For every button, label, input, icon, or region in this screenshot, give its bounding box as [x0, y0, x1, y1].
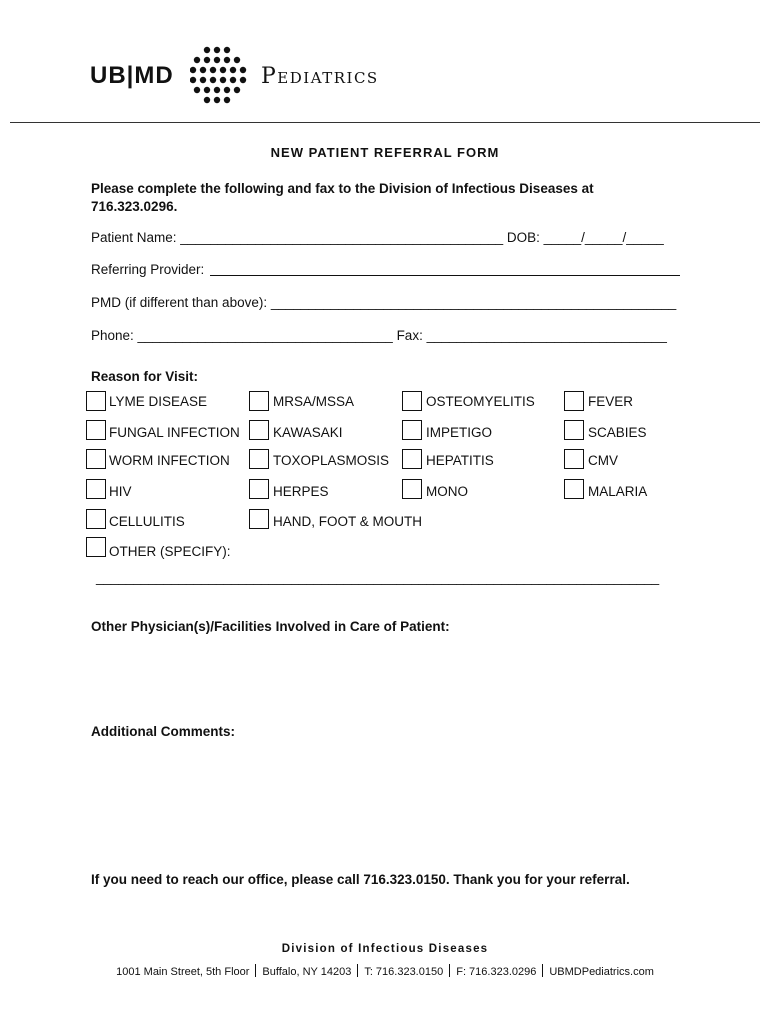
form-instructions: Please complete the following and fax to the Division of Infectious Diseases at 716.323.0296.: [91, 181, 594, 214]
logo-ubmd-text: UB|MD: [90, 62, 174, 89]
footer-separator: [542, 964, 543, 977]
footer-address: 1001 Main Street, 5th Floor: [116, 966, 250, 978]
label-hepatitis: HEPATITIS: [426, 453, 494, 468]
label-malaria: MALARIA: [588, 484, 648, 499]
pmd-field[interactable]: PMD (if different than above): ______________________________________________________: [91, 295, 677, 310]
label-fever: FEVER: [588, 394, 634, 409]
footer-separator: [357, 964, 358, 977]
additional-comments-area[interactable]: [91, 745, 681, 855]
footer-website[interactable]: UBMDPediatrics.com: [549, 966, 654, 978]
checkbox-kawasaki[interactable]: [249, 420, 269, 440]
referring-provider-label: Referring Provider:: [91, 262, 205, 277]
footer-separator: [449, 964, 450, 977]
reason-for-visit-heading: Reason for Visit:: [91, 369, 199, 384]
other-specify-field[interactable]: ___________________________________________________________________________: [96, 570, 660, 585]
label-lyme-disease: LYME DISEASE: [109, 394, 208, 409]
referring-provider-underline: [210, 263, 680, 276]
checkbox-cellulitis[interactable]: [86, 509, 106, 529]
contact-note: If you need to reach our office, please call 716.323.0150. Thank you for your referral.: [91, 872, 630, 887]
checkbox-hiv[interactable]: [86, 479, 106, 499]
label-toxoplasmosis: TOXOPLASMOSIS: [273, 453, 390, 468]
footer-separator: [255, 964, 256, 977]
other-physicians-area[interactable]: [91, 640, 681, 710]
checkbox-impetigo[interactable]: [402, 420, 422, 440]
footer-phone: T: 716.323.0150: [364, 966, 444, 978]
other-physicians-heading: Other Physician(s)/Facilities Involved in Care of Patient:: [91, 619, 450, 634]
checkbox-fever[interactable]: [564, 391, 584, 411]
checkbox-mrsa-mssa[interactable]: [249, 391, 269, 411]
footer-fax: F: 716.323.0296: [456, 966, 537, 978]
checkbox-hepatitis[interactable]: [402, 449, 422, 469]
referring-provider-field[interactable]: [91, 262, 680, 277]
label-worm-infection: WORM INFECTION: [109, 453, 230, 468]
label-other-specify: OTHER (SPECIFY):: [109, 544, 231, 559]
footer-contact-line: [0, 964, 770, 978]
logo-pediatrics-text: Pediatrics: [261, 64, 379, 89]
phone-fax-field[interactable]: Phone: __________________________________ Fax: ________________________________: [91, 328, 667, 343]
label-kawasaki: KAWASAKI: [273, 425, 343, 440]
label-cmv: CMV: [588, 453, 618, 468]
label-scabies: SCABIES: [588, 425, 647, 440]
checkbox-lyme-disease[interactable]: [86, 391, 106, 411]
checkbox-toxoplasmosis[interactable]: [249, 449, 269, 469]
checkbox-mono[interactable]: [402, 479, 422, 499]
checkbox-fungal-infection[interactable]: [86, 420, 106, 440]
additional-comments-heading: Additional Comments:: [91, 724, 235, 739]
checkbox-scabies[interactable]: [564, 420, 584, 440]
label-herpes: HERPES: [273, 484, 329, 499]
label-fungal-infection: FUNGAL INFECTION: [109, 425, 240, 440]
label-impetigo: IMPETIGO: [426, 425, 493, 440]
header-divider: [10, 122, 760, 123]
checkbox-worm-infection[interactable]: [86, 449, 106, 469]
label-mono: MONO: [426, 484, 468, 499]
label-hand-foot-mouth: HAND, FOOT & MOUTH: [273, 514, 423, 529]
label-osteomyelitis: OSTEOMYELITIS: [426, 394, 535, 409]
checkbox-malaria[interactable]: [564, 479, 584, 499]
form-title: NEW PATIENT REFERRAL FORM: [270, 145, 500, 160]
checkbox-herpes[interactable]: [249, 479, 269, 499]
checkbox-other[interactable]: [86, 537, 106, 557]
checkbox-hand-foot-mouth[interactable]: [249, 509, 269, 529]
label-cellulitis: CELLULITIS: [109, 514, 185, 529]
label-mrsa-mssa: MRSA/MSSA: [273, 394, 355, 409]
label-hiv: HIV: [109, 484, 132, 499]
checkbox-osteomyelitis[interactable]: [402, 391, 422, 411]
footer-division: Division of Infectious Diseases: [281, 943, 489, 955]
checkbox-cmv[interactable]: [564, 449, 584, 469]
logo-dot-grid-icon: [190, 46, 250, 108]
footer-city: Buffalo, NY 14203: [262, 966, 352, 978]
patient-name-dob-field[interactable]: Patient Name: ___________________________________________ DOB: _____/_____/_____: [91, 230, 664, 245]
